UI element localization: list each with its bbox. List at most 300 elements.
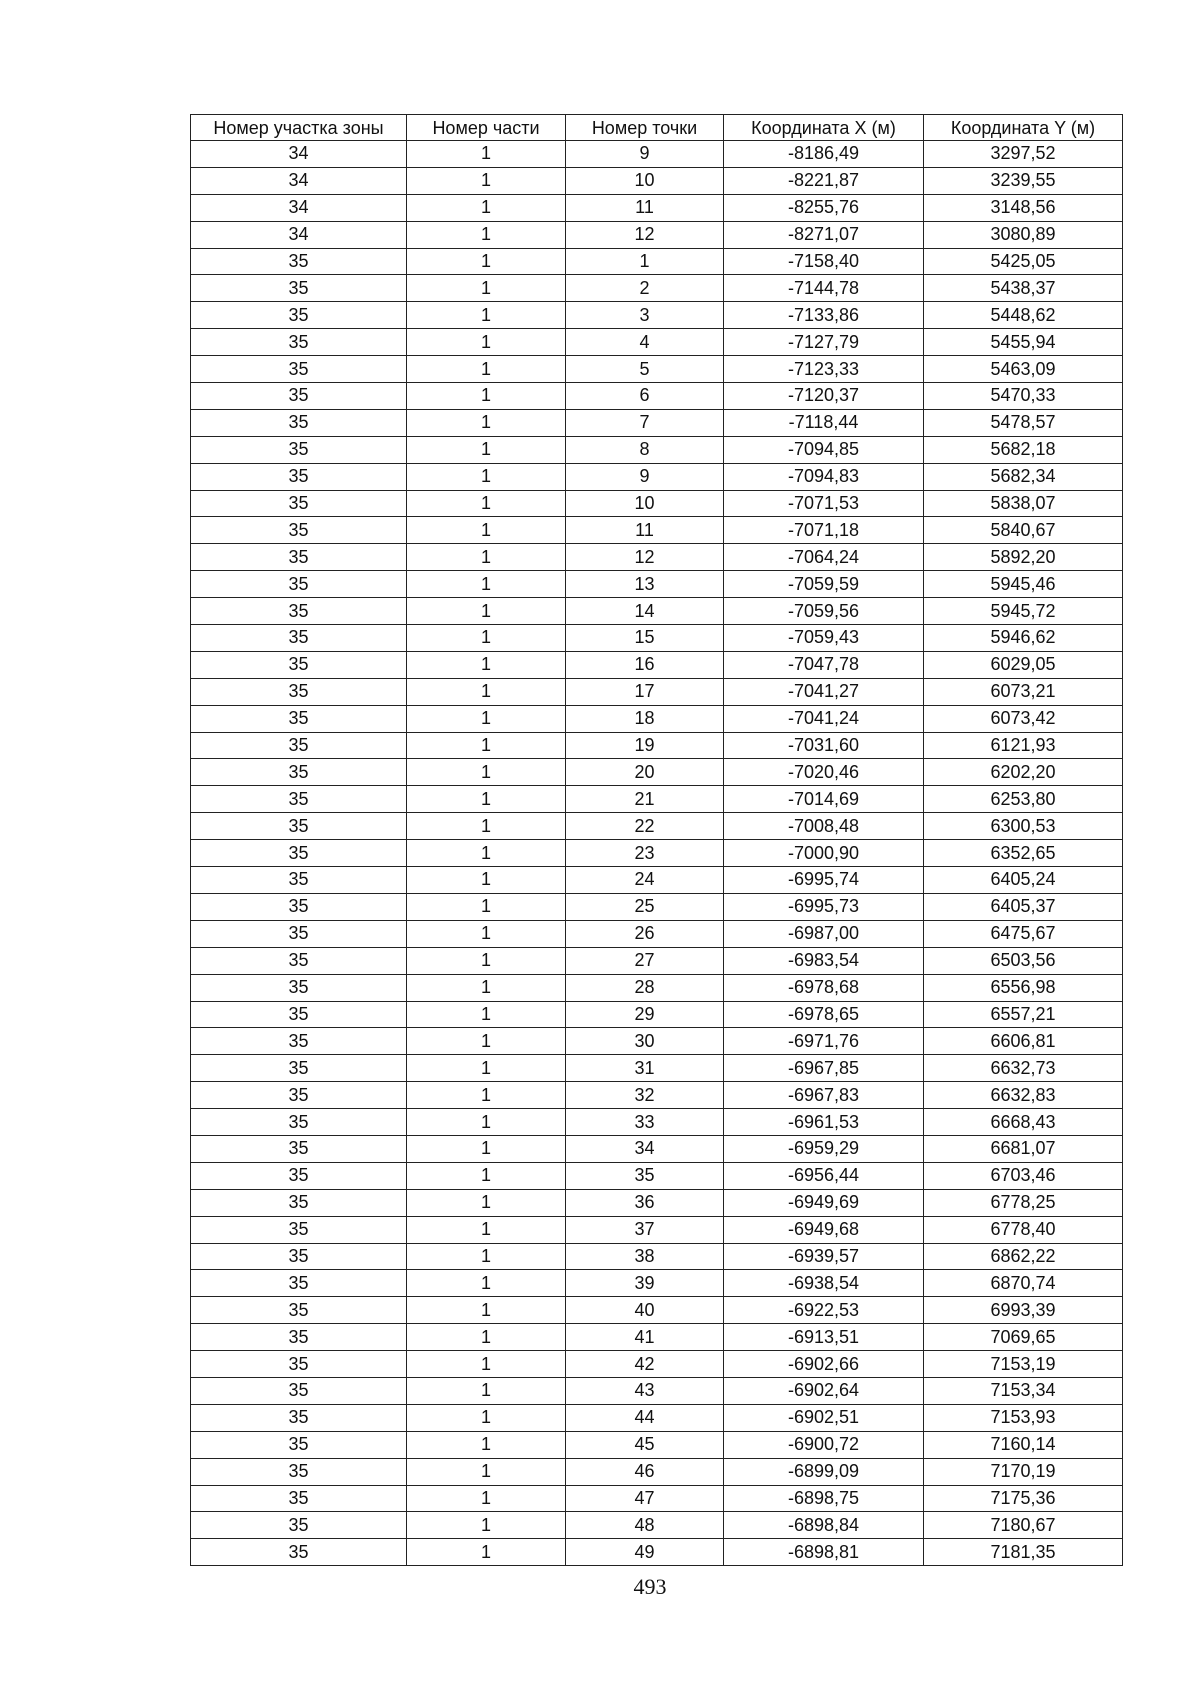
cell-part-number: 1 [407,167,566,194]
cell-point-number: 31 [566,1055,724,1082]
cell-coordinate-x: -7071,18 [724,517,924,544]
cell-zone-section: 34 [191,221,407,248]
cell-coordinate-y: 5455,94 [924,329,1123,356]
cell-coordinate-x: -6902,51 [724,1404,924,1431]
cell-part-number: 1 [407,1377,566,1404]
cell-point-number: 20 [566,759,724,786]
cell-zone-section: 35 [191,732,407,759]
cell-part-number: 1 [407,1109,566,1136]
table-row [191,544,1123,571]
table-row [191,490,1123,517]
cell-part-number: 1 [407,867,566,894]
cell-part-number: 1 [407,1270,566,1297]
cell-point-number: 21 [566,786,724,813]
cell-coordinate-x: -7059,59 [724,571,924,598]
cell-part-number: 1 [407,463,566,490]
table-row [191,598,1123,625]
header-point-number: Номер точки [566,115,724,141]
cell-point-number: 49 [566,1539,724,1566]
cell-coordinate-x: -6971,76 [724,1028,924,1055]
cell-part-number: 1 [407,786,566,813]
cell-coordinate-x: -6978,68 [724,974,924,1001]
cell-point-number: 7 [566,409,724,436]
table-row [191,571,1123,598]
cell-part-number: 1 [407,1243,566,1270]
cell-point-number: 26 [566,920,724,947]
page-number: 493 [633,1574,667,1599]
table-row [191,1270,1123,1297]
table-row [191,1216,1123,1243]
cell-part-number: 1 [407,1297,566,1324]
cell-zone-section: 35 [191,786,407,813]
cell-part-number: 1 [407,759,566,786]
cell-point-number: 2 [566,275,724,302]
cell-point-number: 18 [566,705,724,732]
cell-part-number: 1 [407,383,566,410]
cell-zone-section: 34 [191,167,407,194]
cell-part-number: 1 [407,1001,566,1028]
cell-coordinate-x: -7059,43 [724,625,924,652]
cell-coordinate-y: 6029,05 [924,651,1123,678]
cell-part-number: 1 [407,1458,566,1485]
cell-coordinate-x: -6961,53 [724,1109,924,1136]
cell-coordinate-y: 6556,98 [924,974,1123,1001]
cell-coordinate-x: -7041,24 [724,705,924,732]
cell-point-number: 39 [566,1270,724,1297]
cell-coordinate-x: -8221,87 [724,167,924,194]
table-header [191,115,1123,141]
cell-zone-section: 35 [191,436,407,463]
cell-point-number: 17 [566,678,724,705]
cell-coordinate-x: -7127,79 [724,329,924,356]
cell-zone-section: 35 [191,1001,407,1028]
cell-zone-section: 35 [191,248,407,275]
cell-point-number: 37 [566,1216,724,1243]
cell-part-number: 1 [407,356,566,383]
cell-coordinate-x: -7008,48 [724,813,924,840]
cell-coordinate-y: 3080,89 [924,221,1123,248]
cell-zone-section: 35 [191,1404,407,1431]
cell-coordinate-x: -6913,51 [724,1324,924,1351]
cell-part-number: 1 [407,1216,566,1243]
header-row [191,115,1123,141]
cell-coordinate-x: -6959,29 [724,1135,924,1162]
table-row [191,1055,1123,1082]
cell-part-number: 1 [407,813,566,840]
cell-part-number: 1 [407,1539,566,1566]
cell-coordinate-x: -6949,68 [724,1216,924,1243]
cell-coordinate-x: -7031,60 [724,732,924,759]
cell-coordinate-y: 5470,33 [924,383,1123,410]
cell-part-number: 1 [407,517,566,544]
cell-point-number: 9 [566,463,724,490]
cell-coordinate-y: 5478,57 [924,409,1123,436]
cell-zone-section: 34 [191,194,407,221]
cell-zone-section: 35 [191,867,407,894]
cell-zone-section: 35 [191,1485,407,1512]
cell-coordinate-x: -7094,83 [724,463,924,490]
cell-zone-section: 35 [191,920,407,947]
cell-part-number: 1 [407,490,566,517]
cell-point-number: 36 [566,1189,724,1216]
cell-zone-section: 35 [191,813,407,840]
table-row [191,1351,1123,1378]
cell-coordinate-x: -7047,78 [724,651,924,678]
table-row [191,383,1123,410]
cell-coordinate-y: 7153,19 [924,1351,1123,1378]
cell-coordinate-y: 6405,24 [924,867,1123,894]
table-row [191,463,1123,490]
table-row [191,867,1123,894]
cell-zone-section: 35 [191,759,407,786]
cell-part-number: 1 [407,194,566,221]
cell-zone-section: 35 [191,974,407,1001]
cell-coordinate-x: -7020,46 [724,759,924,786]
cell-coordinate-x: -7071,53 [724,490,924,517]
cell-point-number: 48 [566,1512,724,1539]
cell-point-number: 44 [566,1404,724,1431]
cell-zone-section: 35 [191,947,407,974]
cell-part-number: 1 [407,544,566,571]
cell-zone-section: 34 [191,141,407,168]
cell-zone-section: 35 [191,893,407,920]
cell-coordinate-x: -7094,85 [724,436,924,463]
cell-part-number: 1 [407,329,566,356]
table-row [191,1135,1123,1162]
cell-part-number: 1 [407,732,566,759]
cell-coordinate-y: 5438,37 [924,275,1123,302]
cell-point-number: 3 [566,302,724,329]
cell-coordinate-y: 5840,67 [924,517,1123,544]
cell-part-number: 1 [407,275,566,302]
cell-point-number: 5 [566,356,724,383]
table-row [191,974,1123,1001]
cell-coordinate-y: 6300,53 [924,813,1123,840]
cell-coordinate-y: 6475,67 [924,920,1123,947]
cell-coordinate-y: 5945,72 [924,598,1123,625]
cell-coordinate-y: 6778,40 [924,1216,1123,1243]
table-row [191,625,1123,652]
cell-coordinate-x: -6898,81 [724,1539,924,1566]
cell-part-number: 1 [407,678,566,705]
table-row [191,947,1123,974]
coordinates-table [190,114,1123,1566]
cell-part-number: 1 [407,141,566,168]
table-row [191,1243,1123,1270]
table-row [191,732,1123,759]
header-coordinate-x: Координата X (м) [724,115,924,141]
cell-coordinate-y: 5945,46 [924,571,1123,598]
cell-coordinate-x: -6898,75 [724,1485,924,1512]
cell-point-number: 46 [566,1458,724,1485]
cell-part-number: 1 [407,651,566,678]
cell-part-number: 1 [407,920,566,947]
table-row [191,248,1123,275]
cell-coordinate-y: 6405,37 [924,893,1123,920]
table-row [191,1377,1123,1404]
cell-point-number: 22 [566,813,724,840]
cell-point-number: 14 [566,598,724,625]
table-row [191,920,1123,947]
cell-zone-section: 35 [191,517,407,544]
cell-zone-section: 35 [191,1377,407,1404]
cell-point-number: 6 [566,383,724,410]
cell-coordinate-x: -6995,73 [724,893,924,920]
table-row [191,167,1123,194]
cell-coordinate-y: 6870,74 [924,1270,1123,1297]
cell-zone-section: 35 [191,678,407,705]
cell-zone-section: 35 [191,1216,407,1243]
cell-coordinate-y: 6253,80 [924,786,1123,813]
cell-zone-section: 35 [191,329,407,356]
cell-coordinate-x: -7123,33 [724,356,924,383]
cell-point-number: 13 [566,571,724,598]
table-row [191,1162,1123,1189]
cell-coordinate-x: -6899,09 [724,1458,924,1485]
cell-coordinate-x: -6978,65 [724,1001,924,1028]
cell-point-number: 40 [566,1297,724,1324]
cell-zone-section: 35 [191,1458,407,1485]
cell-coordinate-y: 6606,81 [924,1028,1123,1055]
cell-coordinate-y: 5682,34 [924,463,1123,490]
table-row [191,705,1123,732]
cell-coordinate-y: 3239,55 [924,167,1123,194]
table-row [191,813,1123,840]
cell-point-number: 8 [566,436,724,463]
cell-part-number: 1 [407,1028,566,1055]
cell-coordinate-y: 7160,14 [924,1431,1123,1458]
cell-coordinate-y: 6352,65 [924,840,1123,867]
cell-zone-section: 35 [191,409,407,436]
cell-coordinate-y: 5463,09 [924,356,1123,383]
cell-part-number: 1 [407,947,566,974]
cell-part-number: 1 [407,1512,566,1539]
cell-coordinate-x: -6939,57 [724,1243,924,1270]
table-row [191,651,1123,678]
cell-part-number: 1 [407,1189,566,1216]
table-row [191,893,1123,920]
cell-coordinate-x: -6938,54 [724,1270,924,1297]
cell-coordinate-x: -8186,49 [724,141,924,168]
cell-zone-section: 35 [191,705,407,732]
cell-coordinate-y: 6503,56 [924,947,1123,974]
cell-point-number: 1 [566,248,724,275]
cell-coordinate-x: -7120,37 [724,383,924,410]
table-body [191,141,1123,1566]
header-coordinate-y: Координата Y (м) [924,115,1123,141]
cell-zone-section: 35 [191,1109,407,1136]
cell-point-number: 28 [566,974,724,1001]
cell-point-number: 45 [566,1431,724,1458]
cell-zone-section: 35 [191,383,407,410]
cell-zone-section: 35 [191,1028,407,1055]
cell-coordinate-y: 7153,34 [924,1377,1123,1404]
table-row [191,759,1123,786]
cell-part-number: 1 [407,221,566,248]
cell-part-number: 1 [407,1431,566,1458]
cell-part-number: 1 [407,436,566,463]
cell-zone-section: 35 [191,1189,407,1216]
cell-coordinate-y: 5946,62 [924,625,1123,652]
cell-zone-section: 35 [191,275,407,302]
cell-coordinate-x: -6983,54 [724,947,924,974]
header-zone-section: Номер участка зоны [191,115,407,141]
cell-point-number: 29 [566,1001,724,1028]
table-row [191,1404,1123,1431]
cell-part-number: 1 [407,705,566,732]
cell-point-number: 9 [566,141,724,168]
cell-coordinate-y: 7153,93 [924,1404,1123,1431]
table-row [191,1324,1123,1351]
cell-part-number: 1 [407,1055,566,1082]
cell-zone-section: 35 [191,1297,407,1324]
cell-point-number: 24 [566,867,724,894]
table-row [191,1458,1123,1485]
cell-coordinate-y: 3297,52 [924,141,1123,168]
cell-zone-section: 35 [191,1055,407,1082]
table-row [191,1431,1123,1458]
cell-coordinate-x: -8255,76 [724,194,924,221]
cell-point-number: 15 [566,625,724,652]
cell-coordinate-x: -7014,69 [724,786,924,813]
cell-coordinate-x: -7158,40 [724,248,924,275]
cell-coordinate-x: -6898,84 [724,1512,924,1539]
cell-coordinate-x: -6902,64 [724,1377,924,1404]
cell-coordinate-x: -6902,66 [724,1351,924,1378]
cell-point-number: 11 [566,517,724,544]
table-row [191,409,1123,436]
cell-point-number: 23 [566,840,724,867]
cell-point-number: 47 [566,1485,724,1512]
table-row [191,275,1123,302]
cell-zone-section: 35 [191,651,407,678]
cell-part-number: 1 [407,1324,566,1351]
cell-zone-section: 35 [191,1512,407,1539]
cell-zone-section: 35 [191,625,407,652]
cell-point-number: 10 [566,490,724,517]
cell-coordinate-y: 7181,35 [924,1539,1123,1566]
cell-coordinate-y: 5682,18 [924,436,1123,463]
cell-zone-section: 35 [191,356,407,383]
cell-coordinate-y: 6202,20 [924,759,1123,786]
cell-point-number: 42 [566,1351,724,1378]
cell-zone-section: 35 [191,1082,407,1109]
cell-coordinate-y: 6121,93 [924,732,1123,759]
cell-zone-section: 35 [191,302,407,329]
cell-part-number: 1 [407,1351,566,1378]
cell-zone-section: 35 [191,490,407,517]
cell-part-number: 1 [407,1485,566,1512]
cell-part-number: 1 [407,1404,566,1431]
cell-coordinate-y: 6703,46 [924,1162,1123,1189]
cell-point-number: 27 [566,947,724,974]
table-row [191,840,1123,867]
cell-coordinate-y: 6778,25 [924,1189,1123,1216]
cell-coordinate-y: 6993,39 [924,1297,1123,1324]
cell-part-number: 1 [407,893,566,920]
cell-coordinate-y: 7170,19 [924,1458,1123,1485]
cell-point-number: 30 [566,1028,724,1055]
cell-coordinate-x: -6949,69 [724,1189,924,1216]
cell-coordinate-x: -7041,27 [724,678,924,705]
cell-point-number: 25 [566,893,724,920]
table-row [191,329,1123,356]
cell-coordinate-y: 5448,62 [924,302,1123,329]
cell-coordinate-x: -6967,85 [724,1055,924,1082]
cell-coordinate-y: 3148,56 [924,194,1123,221]
cell-point-number: 16 [566,651,724,678]
cell-part-number: 1 [407,302,566,329]
cell-part-number: 1 [407,625,566,652]
table-row [191,1485,1123,1512]
table-row [191,1297,1123,1324]
cell-zone-section: 35 [191,1539,407,1566]
table-row [191,1001,1123,1028]
table-row [191,221,1123,248]
cell-point-number: 41 [566,1324,724,1351]
cell-part-number: 1 [407,409,566,436]
cell-part-number: 1 [407,248,566,275]
cell-coordinate-x: -6922,53 [724,1297,924,1324]
cell-coordinate-x: -7000,90 [724,840,924,867]
cell-coordinate-y: 6073,42 [924,705,1123,732]
cell-coordinate-y: 6862,22 [924,1243,1123,1270]
cell-coordinate-y: 6681,07 [924,1135,1123,1162]
cell-zone-section: 35 [191,1270,407,1297]
cell-point-number: 10 [566,167,724,194]
cell-coordinate-y: 6073,21 [924,678,1123,705]
cell-coordinate-x: -6967,83 [724,1082,924,1109]
table-row [191,1539,1123,1566]
cell-zone-section: 35 [191,598,407,625]
cell-point-number: 33 [566,1109,724,1136]
cell-coordinate-y: 5838,07 [924,490,1123,517]
cell-point-number: 35 [566,1162,724,1189]
cell-zone-section: 35 [191,1162,407,1189]
cell-coordinate-x: -6956,44 [724,1162,924,1189]
cell-point-number: 34 [566,1135,724,1162]
cell-zone-section: 35 [191,1431,407,1458]
cell-zone-section: 35 [191,1324,407,1351]
table-row [191,1512,1123,1539]
cell-coordinate-x: -6900,72 [724,1431,924,1458]
table-row [191,1082,1123,1109]
cell-zone-section: 35 [191,1243,407,1270]
cell-coordinate-y: 6632,83 [924,1082,1123,1109]
table-row [191,1109,1123,1136]
header-part-number: Номер части [407,115,566,141]
table-row [191,1028,1123,1055]
table-row [191,302,1123,329]
cell-part-number: 1 [407,598,566,625]
cell-point-number: 19 [566,732,724,759]
table-row [191,194,1123,221]
cell-part-number: 1 [407,1135,566,1162]
cell-part-number: 1 [407,974,566,1001]
cell-point-number: 4 [566,329,724,356]
cell-part-number: 1 [407,1082,566,1109]
cell-coordinate-x: -6995,74 [724,867,924,894]
cell-coordinate-x: -8271,07 [724,221,924,248]
cell-zone-section: 35 [191,544,407,571]
cell-zone-section: 35 [191,571,407,598]
cell-coordinate-y: 7175,36 [924,1485,1123,1512]
table-row [191,786,1123,813]
cell-point-number: 12 [566,221,724,248]
table-row [191,678,1123,705]
cell-coordinate-y: 6557,21 [924,1001,1123,1028]
cell-coordinate-x: -7118,44 [724,409,924,436]
